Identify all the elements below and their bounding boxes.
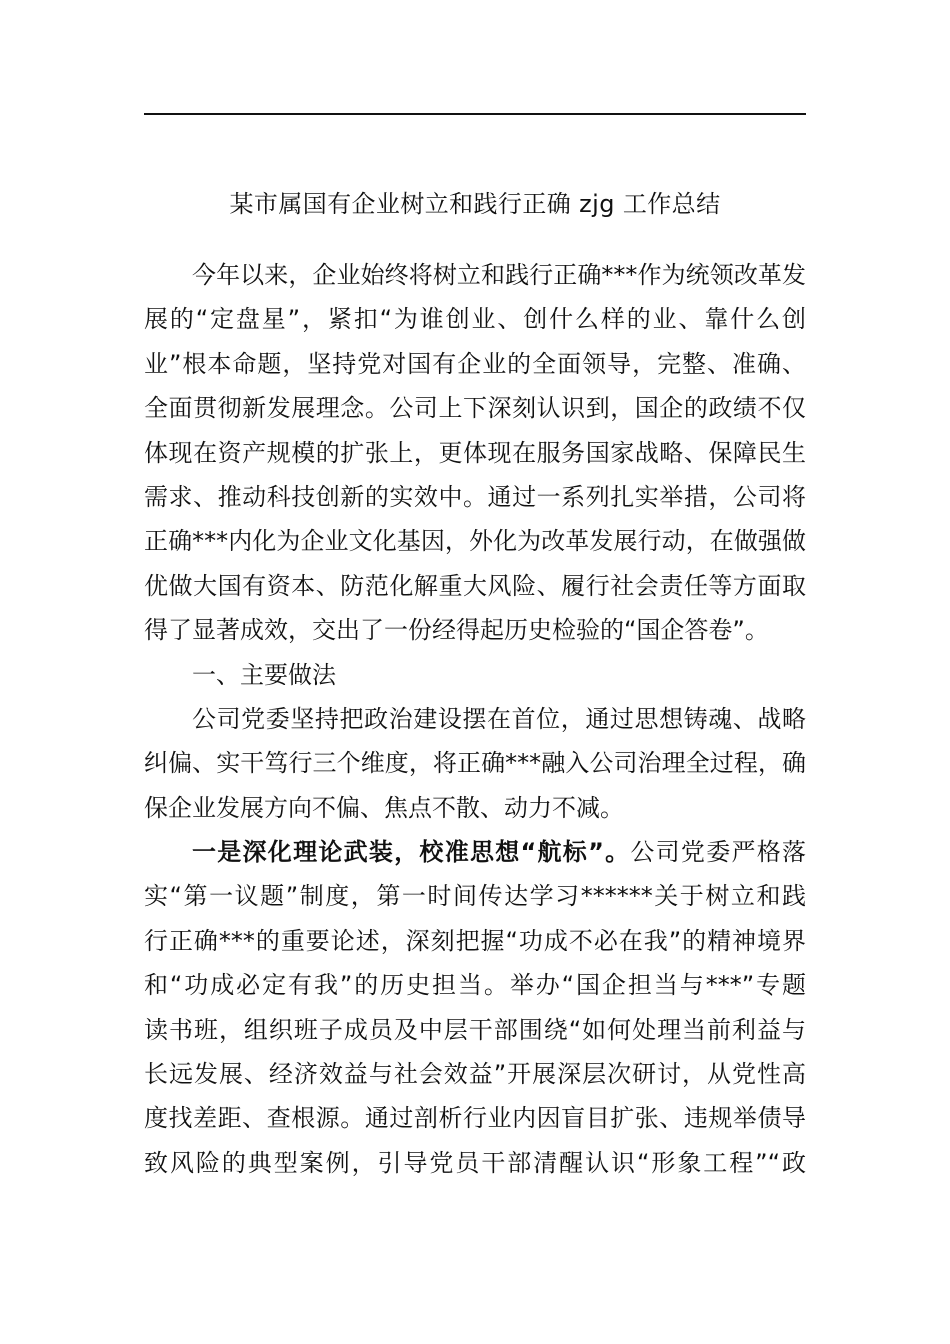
paragraph-line: 体现在资产规模的扩张上，更体现在服务国家战略、保障民生 xyxy=(144,438,806,467)
paragraph-line: 全面贯彻新发展理念。公司上下深刻认识到，国企的政绩不仅 xyxy=(144,394,806,423)
paragraph-line: 得了显著成效，交出了一份经得起历史检验的“国企答卷”。 xyxy=(144,616,769,645)
paragraph-line: 需求、推动科技创新的实效中。通过一系列扎实举措，公司将 xyxy=(144,482,806,511)
paragraph-line: 纠偏、实干笃行三个维度，将正确***融入公司治理全过程，确 xyxy=(144,749,806,778)
paragraph-line: 和“功成必定有我”的历史担当。举办“国企担当与***”专题 xyxy=(144,971,806,1000)
paragraph-line: 行正确***的重要论述，深刻把握“功成不必在我”的精神境界 xyxy=(144,926,806,955)
header-rule xyxy=(144,113,806,115)
document-body xyxy=(144,253,806,1185)
bold-lead-text: 一是深化理论武装，校准思想“航标”。 xyxy=(192,838,631,867)
paragraph-line: 长远发展、经济效益与社会效益”开展深层次研讨，从党性高 xyxy=(144,1060,806,1089)
paragraph-line: 度找差距、查根源。通过剖析行业内因盲目扩张、违规举债导 xyxy=(144,1104,806,1133)
paragraph-line: 公司党委坚持把政治建设摆在首位，通过思想铸魂、战略 xyxy=(192,704,806,733)
section-heading: 一、主要做法 xyxy=(192,660,336,689)
paragraph-line: 实“第一议题”制度，第一时间传达学习******关于树立和践 xyxy=(144,882,806,911)
paragraph-line: 正确***内化为企业文化基因，外化为改革发展行动，在做强做 xyxy=(144,527,806,556)
paragraph-line: 读书班，组织班子成员及中层干部围绕“如何处理当前利益与 xyxy=(144,1015,806,1044)
paragraph-line: 保企业发展方向不偏、焦点不散、动力不减。 xyxy=(144,793,624,822)
paragraph-line: 优做大国有资本、防范化解重大风险、履行社会责任等方面取 xyxy=(144,571,806,600)
paragraph-line: 展的“定盘星”，紧扣“为谁创业、创什么样的业、靠什么创 xyxy=(144,305,806,334)
paragraph-line: 今年以来，企业始终将树立和践行正确***作为统领改革发 xyxy=(192,261,806,289)
paragraph-line: 致风险的典型案例，引导党员干部清醒认识“形象工程”“政 xyxy=(144,1148,806,1177)
paragraph-line: 业”根本命题，坚持党对国有企业的全面领导，完整、准确、 xyxy=(144,349,806,378)
paragraph-text: 公司党委严格落 xyxy=(630,838,806,867)
document-title: 某市属国有企业树立和践行正确 zjg 工作总结 xyxy=(229,190,721,218)
paragraph-line xyxy=(144,830,806,874)
